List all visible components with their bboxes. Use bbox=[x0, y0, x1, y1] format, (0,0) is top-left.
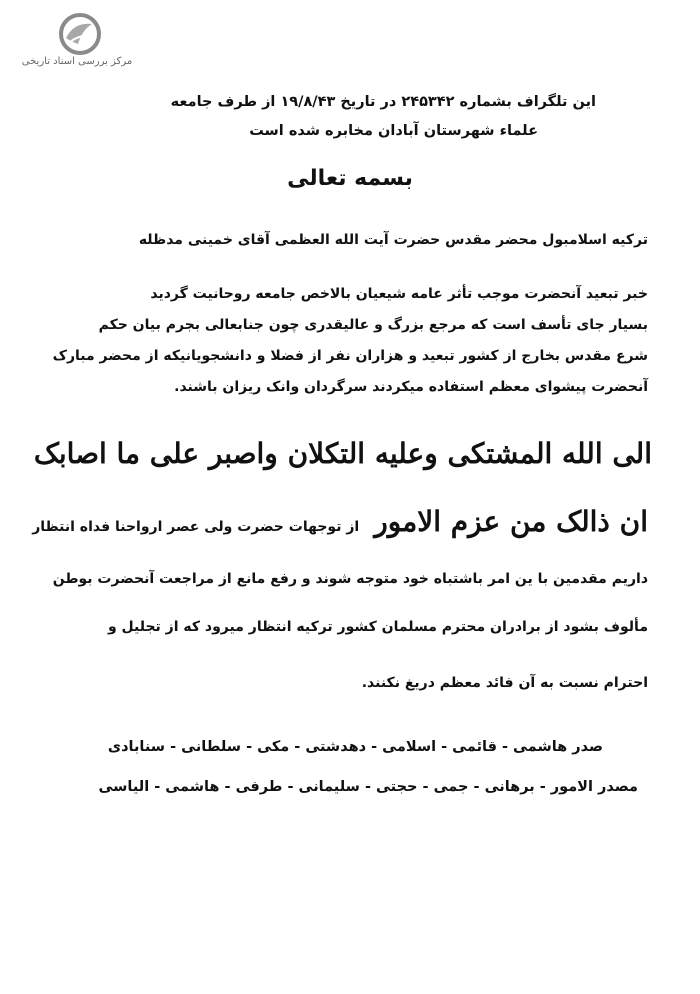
arabic-verse-line-2 bbox=[32, 505, 648, 538]
body-line-7: مألوف بشود از برادران محترم مسلمان کشور ترکیه انتظار میرود که از تجلیل و bbox=[107, 619, 648, 635]
body-line-8: احترام نسبت به آن فائد معظم دریغ نکنند. bbox=[361, 675, 648, 691]
arabic-verse-phrase: ان ذالک من عزم الامور bbox=[374, 505, 648, 538]
archive-logo-text: مرکز بررسی اسناد تاریخی bbox=[21, 56, 133, 67]
header-line-2: علماء شهرستان آبادان مخابره شده است bbox=[249, 123, 538, 139]
document-title: بسمه تعالی bbox=[287, 166, 413, 191]
signatories-line-2: مصدر الامور - برهانی - جمی - حجتی - سلیمانی - طرفی - هاشمی - الیاسی bbox=[98, 779, 638, 795]
body-line-2: بسیار جای تأسف است که مرجع بزرگ و عالیقدری چون جنابعالی بجرم بیان حکم bbox=[98, 317, 648, 333]
salutation: ترکیه اسلامبول محضر مقدس حضرت آیت الله العظمی آقای خمینی مدظله bbox=[138, 232, 648, 248]
body-line-6: داریم مقدمین با ین امر باشتباه خود متوجه شوند و رفع مانع از مراجعت آنحضرت بوطن bbox=[52, 571, 648, 587]
archive-center-emblem-icon bbox=[58, 12, 102, 56]
body-line-3: شرع مقدس بخارج از کشور تبعید و هزاران نفر از فضلا و دانشجویانیکه از محضر مبارک bbox=[52, 348, 648, 364]
header-line-1: این تلگراف بشماره ۲۴۵۳۴۲ در تاریخ ۱۹/۸/۴۳ از طرف جامعه bbox=[170, 94, 596, 110]
signatories-line-1: صدر هاشمی - قائمی - اسلامی - دهدشتی - مکی - سلطانی - سنابادی bbox=[107, 739, 603, 755]
body-line-4: آنحضرت پیشوای معظم استفاده میکردند سرگردان وانک ریزان باشند. bbox=[174, 379, 648, 395]
arabic-verse-line-1: الی الله المشتکی وعلیه التکلان واصبر علی ما اصابک bbox=[33, 437, 652, 470]
body-line-1: خبر تبعید آنحضرت موجب تأثر عامه شیعیان بالاخص جامعه روحانیت گردید bbox=[150, 286, 648, 302]
body-line-5: از توجهات حضرت ولی عصر ارواحنا فداه انتظار bbox=[32, 519, 360, 535]
archive-logo bbox=[18, 12, 136, 72]
